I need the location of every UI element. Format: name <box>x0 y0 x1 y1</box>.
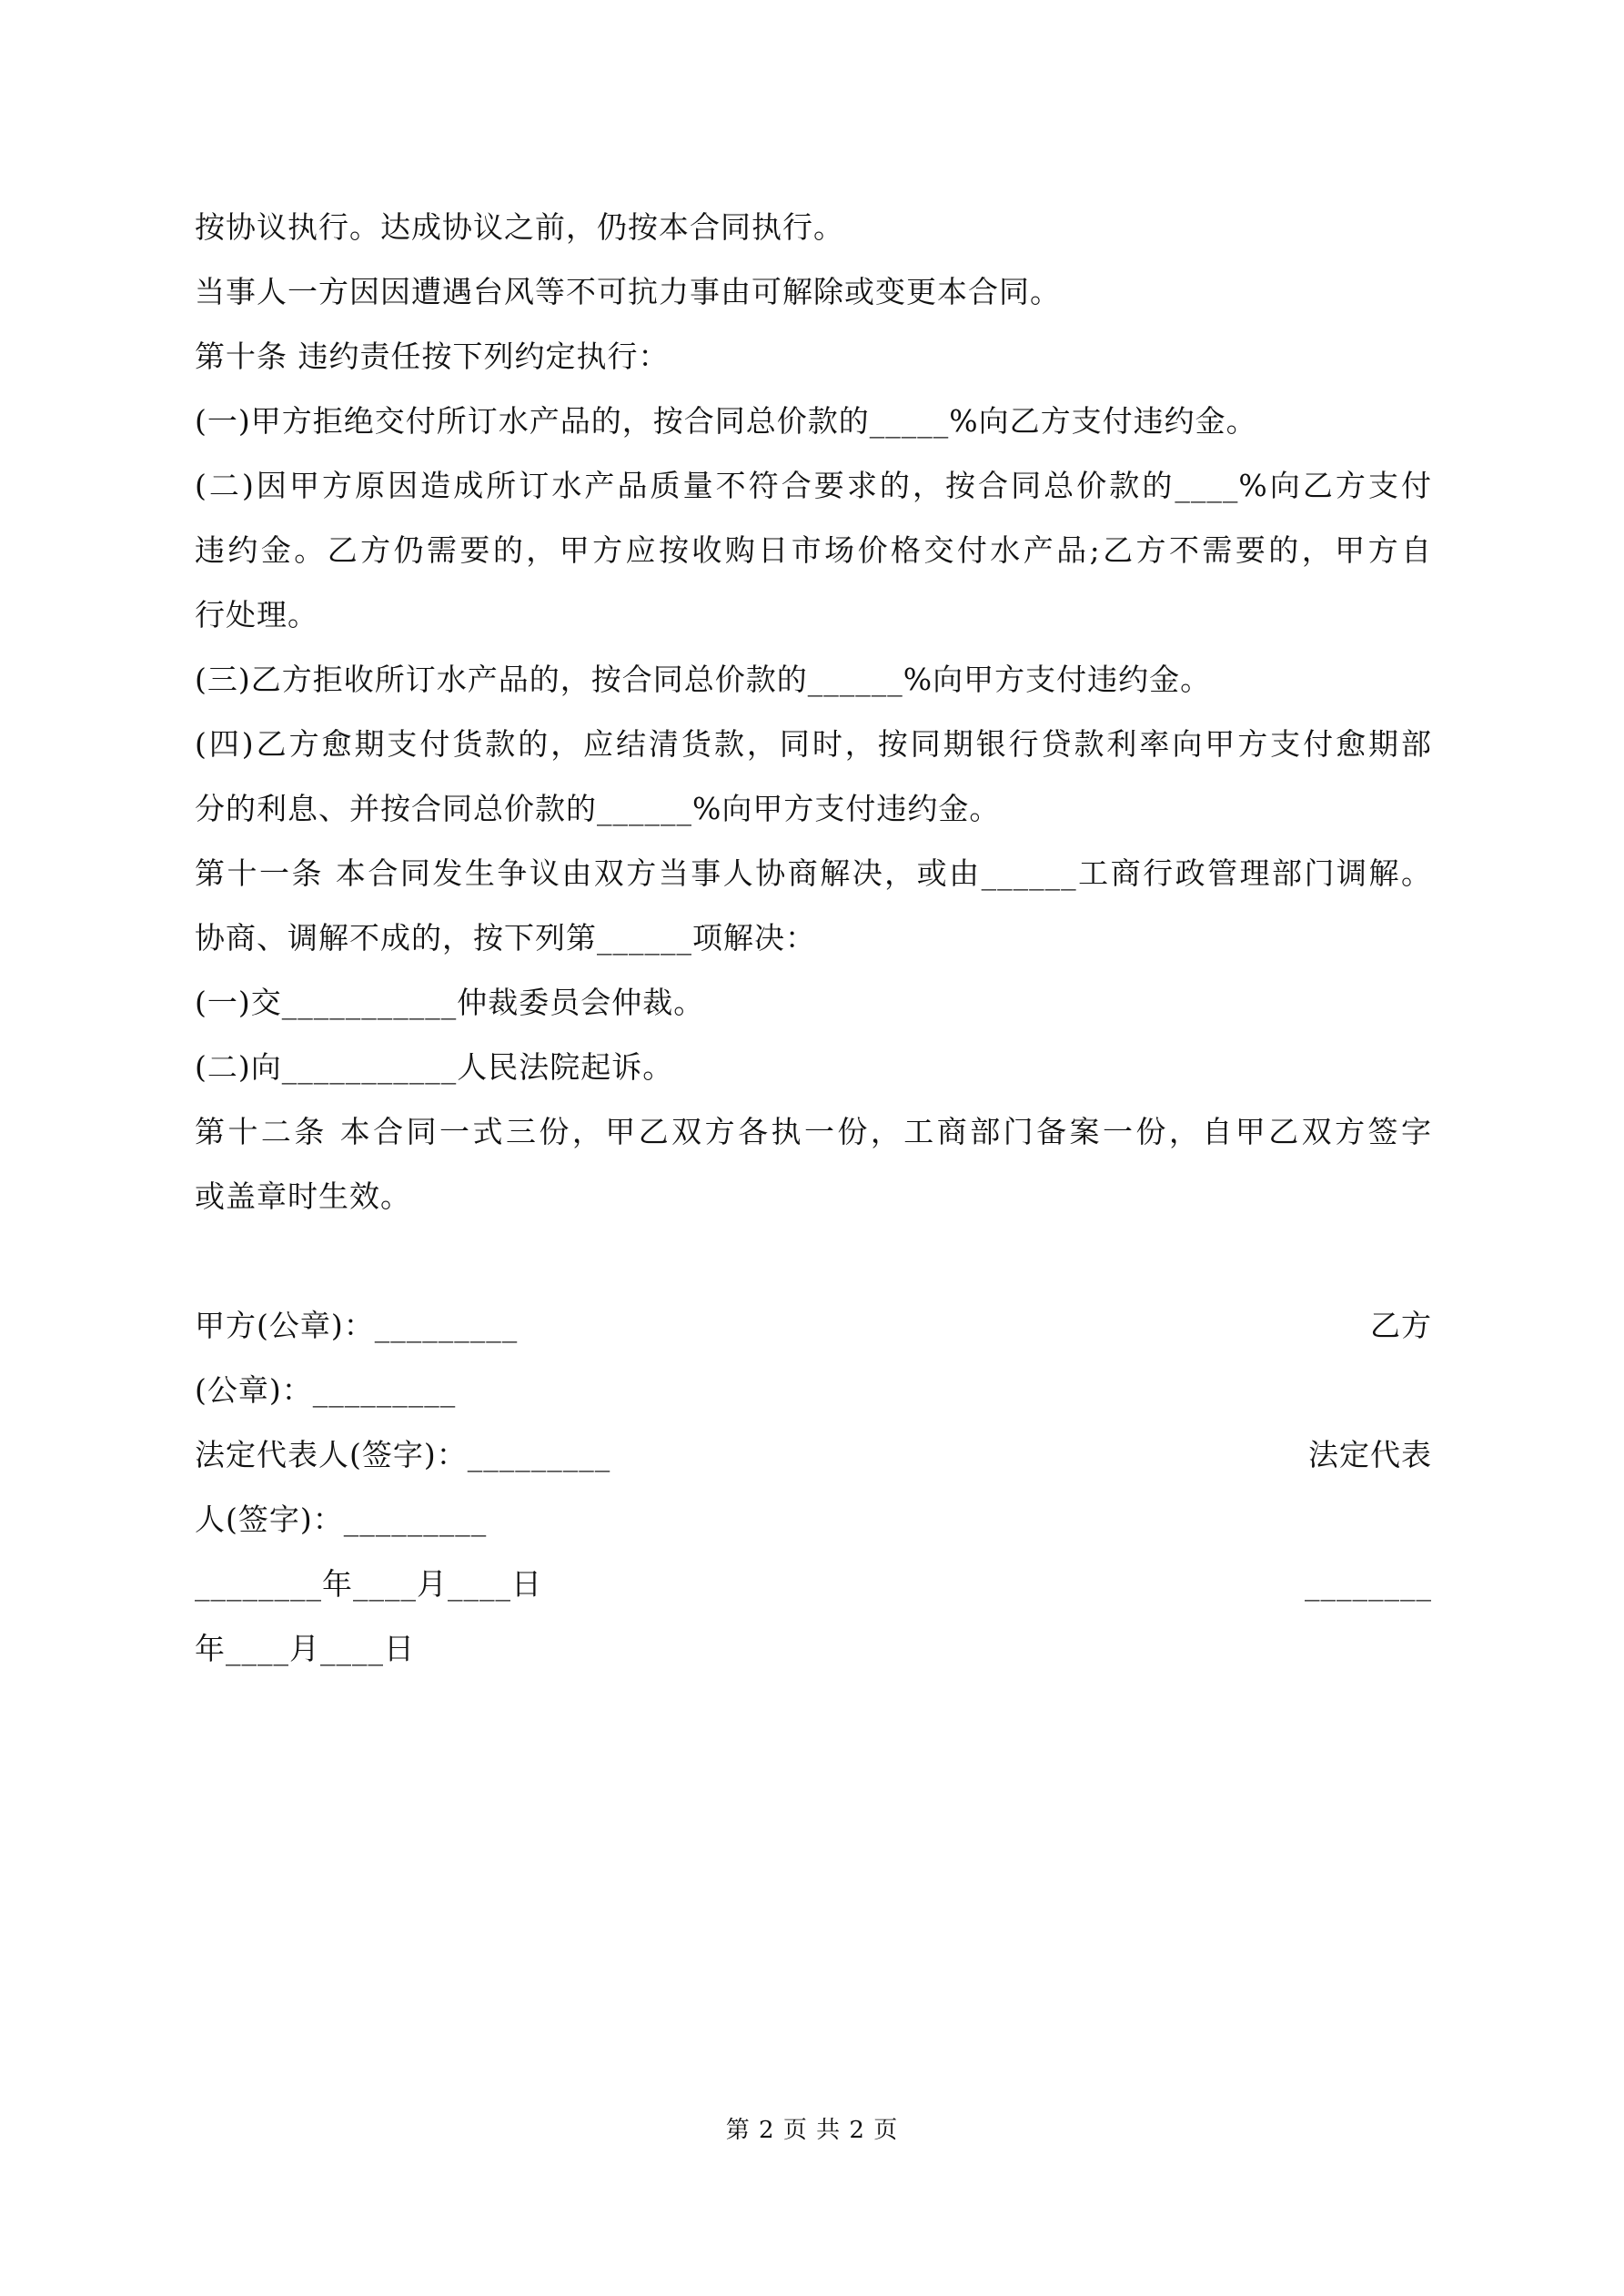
page-number: 第 2 页 共 2 页 <box>725 2117 899 2144</box>
text-line: 行处理。 <box>195 597 318 632</box>
party-b-date-blank: ________ <box>1305 1566 1432 1602</box>
party-b-date: 年____月____日 <box>195 1631 415 1666</box>
party-b-label: 乙方 <box>1370 1308 1432 1343</box>
text-line: (一)甲方拒绝交付所订水产品的，按合同总价款的_____%向乙方支付违约金。 <box>195 403 1257 439</box>
text-line: 协商、调解不成的，按下列第______项解决： <box>195 920 816 956</box>
party-b-seal: (公章)：_________ <box>195 1372 457 1408</box>
signature-row <box>195 1487 1432 1552</box>
text-line: (三)乙方拒收所订水产品的，按合同总价款的______%向甲方支付违约金。 <box>195 662 1212 697</box>
signature-row <box>195 1552 1432 1616</box>
contract-body <box>195 195 1432 1681</box>
text-line: 或盖章时生效。 <box>195 1178 411 1214</box>
text-line: 违约金。乙方仍需要的，甲方应按收购日市场价格交付水产品;乙方不需要的，甲方自 <box>195 532 1432 568</box>
article-12-heading: 第十二条 本合同一式三份，甲乙双方各执一份，工商部门备案一份，自甲乙双方签字 <box>195 1114 1432 1149</box>
text-line: (一)交___________仲裁委员会仲裁。 <box>195 985 705 1020</box>
signature-row <box>195 1358 1432 1422</box>
text-line: 分的利息、并按合同总价款的______%向甲方支付违约金。 <box>195 791 1001 826</box>
party-b-representative: 人(签字)：_________ <box>195 1502 488 1537</box>
article-11-heading: 第十一条 本合同发生争议由双方当事人协商解决，或由______工商行政管理部门调解。 <box>195 855 1432 891</box>
text-line: (四)乙方愈期支付货款的，应结清货款，同时，按同期银行贷款利率向甲方支付愈期部 <box>195 726 1432 762</box>
signature-row <box>195 1293 1432 1358</box>
signature-row <box>195 1422 1432 1487</box>
signature-row <box>195 1616 1432 1681</box>
section-gap <box>195 1229 1432 1293</box>
text-line: (二)向___________人民法院起诉。 <box>195 1049 674 1085</box>
party-b-representative-label: 法定代表 <box>1308 1437 1432 1472</box>
text-line: 当事人一方因因遭遇台风等不可抗力事由可解除或变更本合同。 <box>195 274 1061 309</box>
text-line: (二)因甲方原因造成所订水产品质量不符合要求的，按合同总价款的____%向乙方支付 <box>195 468 1432 503</box>
article-10-heading: 第十条 违约责任按下列约定执行： <box>195 339 670 374</box>
party-a-representative: 法定代表人(签字)：_________ <box>195 1437 611 1472</box>
party-a-date: ________年____月____日 <box>195 1566 542 1602</box>
party-a-seal: 甲方(公章)：_________ <box>195 1308 519 1343</box>
text-line: 按协议执行。达成协议之前，仍按本合同执行。 <box>195 209 844 245</box>
